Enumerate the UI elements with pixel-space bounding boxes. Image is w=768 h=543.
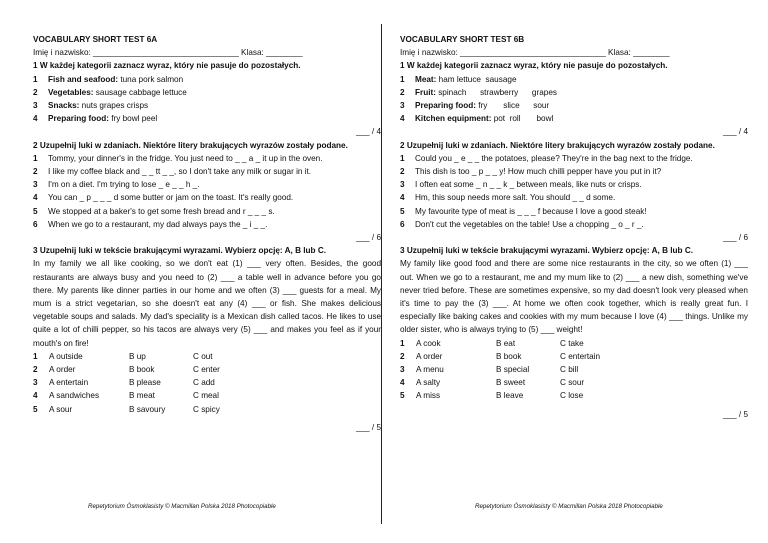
q1-item: 1 Meat: ham lettuce sausage [400,74,517,84]
q1-heading: 1 W każdej kategorii zaznacz wyraz, który nie pasuje do pozostałych. [400,61,668,71]
option-c: C take [560,338,584,348]
option-b: B meat [129,391,155,401]
option-b: B book [129,365,155,375]
option-b: B sweet [496,378,526,388]
option-c: C add [193,378,215,388]
q2-item: 3 I often eat some _ n _ _ k _ between meals, like nuts or crisps. [400,180,642,190]
q2-heading: 2 Uzupełnij luki w zdaniach. Niektóre litery brakujących wyrazów zostały podane. [33,140,348,150]
q2-item: 2 I like my coffee black and _ _ tt _ _, so I don't take any milk or sugar in it. [33,167,312,177]
option-a: A cook [416,338,441,348]
q3-score: ___ / 5 [355,422,381,432]
q2-item: 2 This dish is too _ p _ _ y! How much chilli pepper have you put in it? [400,167,662,177]
option-a: A salty [416,378,441,388]
option-a: A sandwiches [49,391,100,401]
q2-heading: 2 Uzupełnij luki w zdaniach. Niektóre litery brakujących wyrazów zostały podane. [400,140,715,150]
q2-item: 5 We stopped at a baker's to get some fresh bread and r _ _ _ s. [33,206,275,216]
q1-item: 2 Fruit: spinach strawberry grapes [400,87,557,97]
option-c: C spicy [193,404,220,414]
option-a: A order [49,365,76,375]
option-b: B book [496,351,522,361]
test-6a [33,33,381,434]
q2-item: 4 Hm, this soup needs more salt. You should _ _ d some. [400,193,616,203]
name-class-line: Imię i nazwisko: ________________________________ Klasa: ________ [400,48,670,58]
q1-item: 1 Fish and seafood: tuna pork salmon [33,74,184,84]
q2-item: 3 I'm on a diet. I'm trying to lose _ e _ _ h _. [33,180,200,190]
option-b: B eat [496,338,516,348]
option-a: A entertain [49,378,89,388]
q2-item: 1 Tommy, your dinner's in the fridge. You just need to _ _ a _ it up in the oven. [33,153,323,163]
option-b: B up [129,351,146,361]
q2-item: 4 You can _ p _ _ _ d some butter or jam on the toast. It's really good. [33,193,294,203]
q3-options: 1 A outside B up C out 2 A order B book C enter 3 A entertain B please C add 4 A sandwiches B meat C meal 5 A sour B savoury C spicy [33,350,381,416]
option-b: B savoury [129,404,166,414]
q1-item: 2 Vegetables: sausage cabbage lettuce [33,87,187,97]
q2-score: ___ / 6 [722,233,748,243]
q3-passage: In my family we all like cooking, so we don't eat (1) ___ very often. Besides, the good restaurants are always busy and you need to (2) ___ a table well in advance before you go there. My parents like dinner parties in our home and we often (3) ___ guests for a meal. My mum is a strict vegetarian, so she doesn't eat any (4) ___ or fish. She makes delicious vegetable soups and salads. My dad's speciality is a Mexican dish called tacos. He likes to use quite a lot of chilli pepper, so his tacos are always very (5) ___ and makes you feel as if your mouth's on fire! [33,259,381,348]
footer-copyright: Repetytorium Ósmoklasisty © Macmillan Polska 2018 Photocopiable [88,503,276,510]
q2-item: 1 Could you _ e _ _ the potatoes, please? They're in the bag next to the fridge. [400,153,693,163]
q2-item: 6 Don't cut the vegetables on the table! Use a chopping _ o _ r _. [400,219,644,229]
option-c: C enter [193,365,220,375]
q1-heading: 1 W każdej kategorii zaznacz wyraz, który nie pasuje do pozostałych. [33,61,301,71]
option-a: A menu [416,365,444,375]
option-c: C lose [560,391,584,401]
q3-options: 1 A cook B eat C take 2 A order B book C entertain 3 A menu B special C bill 4 A salty B sweet C sour 5 A miss B leave C lose [400,337,748,403]
q1-score: ___ / 4 [722,127,748,137]
q1-score: ___ / 4 [355,127,381,137]
q1-item: 4 Preparing food: fry bowl peel [33,114,158,124]
option-a: A miss [416,391,441,401]
q2-item: 5 My favourite type of meat is _ _ _ f because I love a good steak! [400,206,647,216]
option-c: C out [193,351,213,361]
q1-item: 3 Snacks: nuts grapes crisps [33,101,149,111]
q2-score: ___ / 6 [355,233,381,243]
option-a: A order [416,351,443,361]
name-class-line: Imię i nazwisko: ________________________________ Klasa: ________ [33,48,303,58]
q3-passage: My family like good food and there are some nice restaurants in the city, so we often (1) ___ out. When we go to a restaurant, me and my mum like to (2) ___ a new dish, something we've never tried before. These are sometimes expensive, so my dad doesn't look very pleased when it's time to pay the (3) ___. At home we often cook together, which is really great fun. I especially like baking cakes and cookies with my mum because I love (4) ___ things. Unlike my older sister, who is always trying to (5) ___ weight! [400,259,748,335]
option-c: C bill [560,365,579,375]
footer-copyright: Repetytorium Ósmoklasisty © Macmillan Polska 2018 Photocopiable [475,503,663,510]
column-divider [381,24,382,524]
q1-item: 4 Kitchen equipment: pot roll bowl [400,114,554,124]
option-c: C entertain [560,351,601,361]
option-a: A outside [49,351,83,361]
q1-item: 3 Preparing food: fry slice sour [400,101,550,111]
test-title: VOCABULARY SHORT TEST 6A [33,35,158,44]
q3-heading: 3 Uzupełnij luki w tekście brakującymi wyrazami. Wybierz opcję: A, B lub C. [400,246,694,256]
q3-score: ___ / 5 [722,409,748,419]
test-6b [400,33,748,421]
q2-item: 6 When we go to a restaurant, my dad always pays the _ i _ _. [33,219,268,229]
option-b: B special [496,365,530,375]
option-c: C meal [193,391,219,401]
test-title: VOCABULARY SHORT TEST 6B [400,35,525,44]
option-b: B leave [496,391,524,401]
option-a: A sour [49,404,73,414]
option-c: C sour [560,378,585,388]
option-b: B please [129,378,161,388]
q3-heading: 3 Uzupełnij luki w tekście brakującymi wyrazami. Wybierz opcję: A, B lub C. [33,246,327,256]
